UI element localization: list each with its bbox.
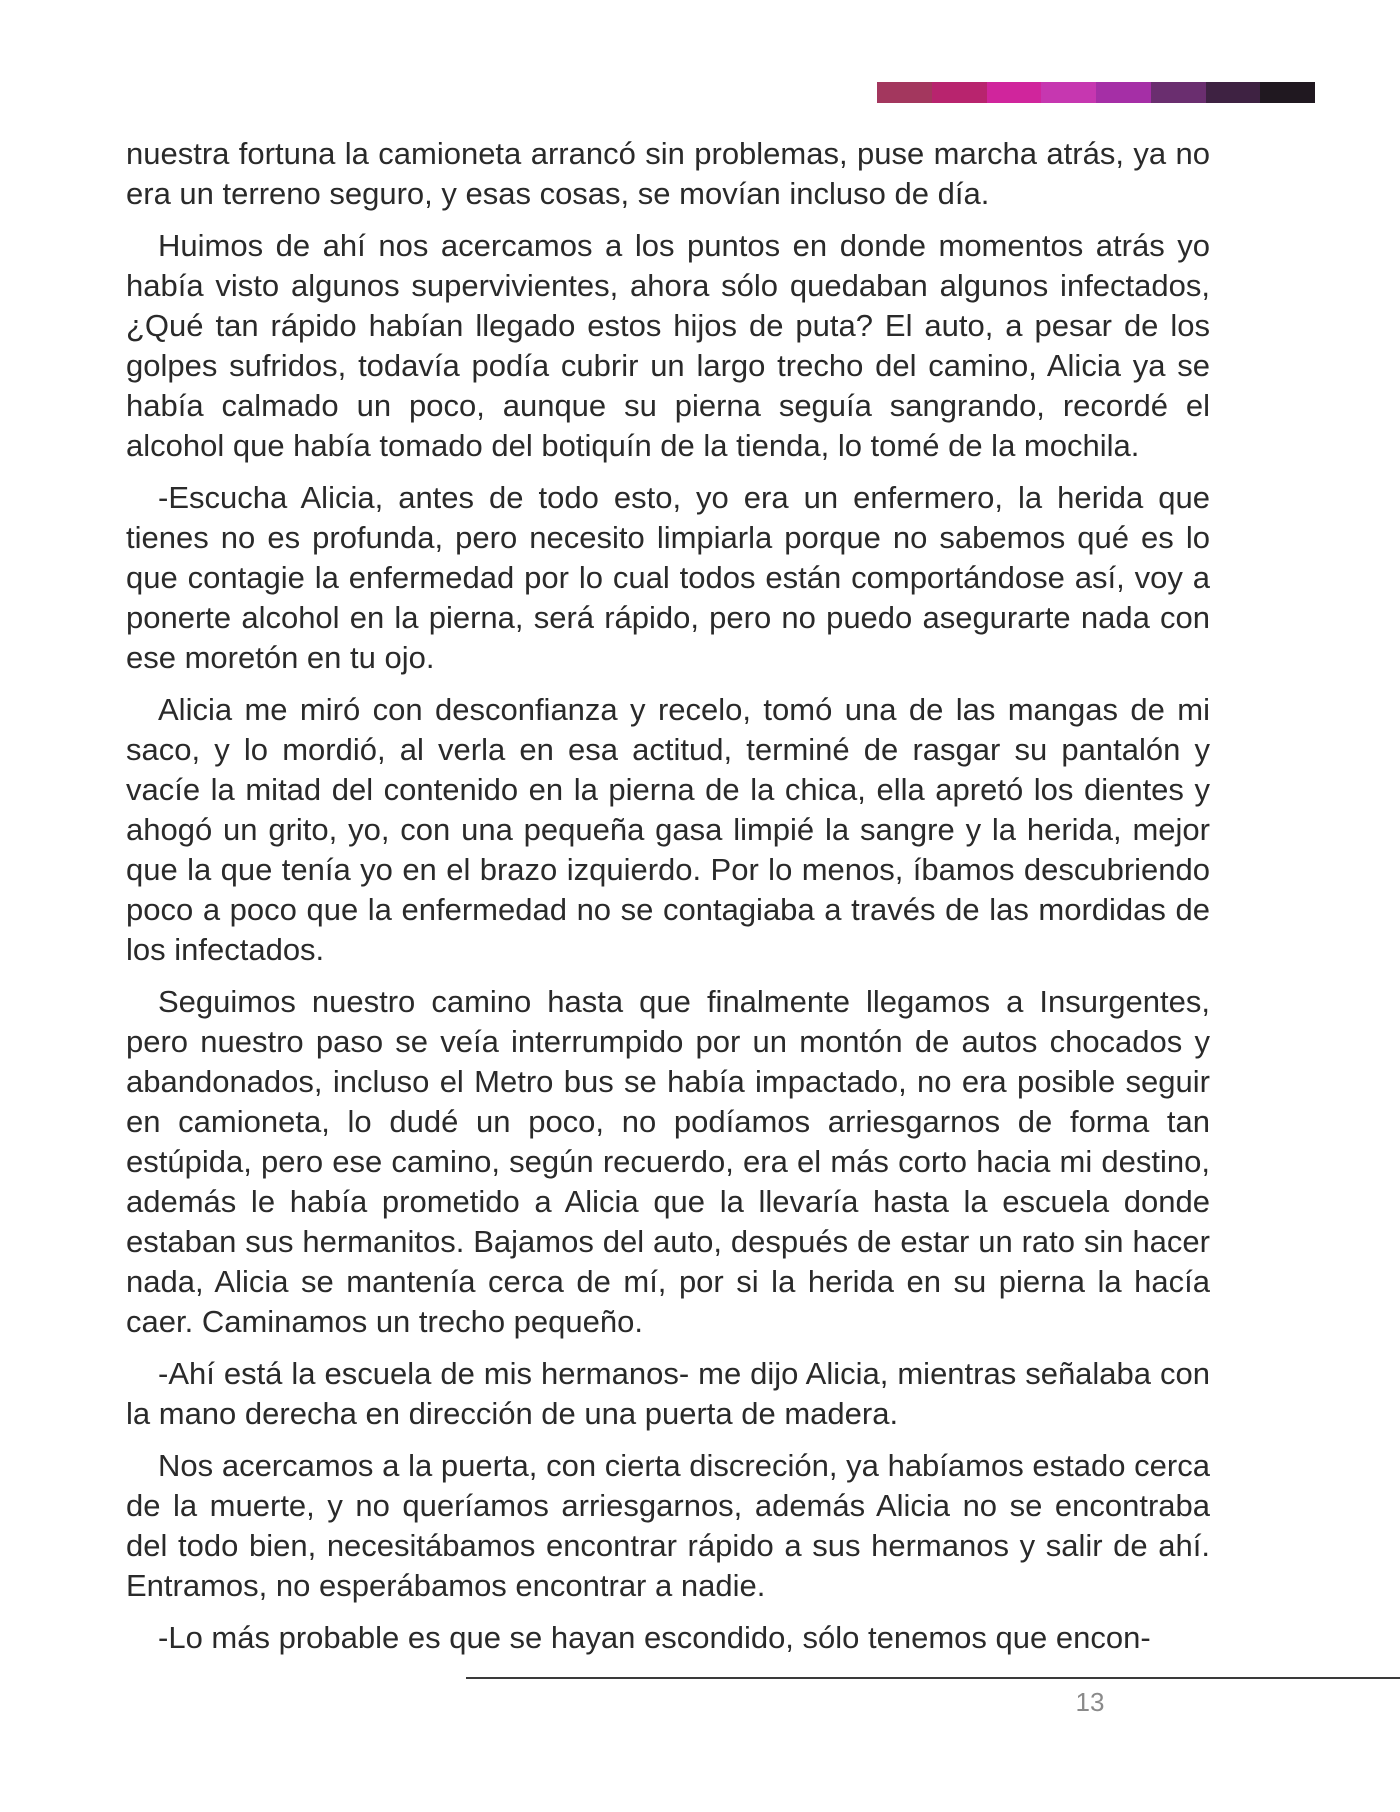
paragraph: Nos acercamos a la puerta, con cierta discreción, ya habíamos estado cerca de la muerte, y no queríamos arriesgarnos, además Alicia no se encontraba del todo bien, necesitábamos encontrar rápido a sus hermanos y salir de ahí. Entramos, no esperábamos encontrar a nadie. [126,1448,1210,1603]
paragraph: Alicia me miró con desconfianza y recelo, tomó una de las mangas de mi saco, y lo mordió, al verla en esa actitud, terminé de rasgar su pantalón y vacíe la mitad del contenido en la pierna de la chica, ella apretó los dientes y ahogó un grito, yo, con una pequeña gasa limpié la sangre y la herida, mejor que la que tenía yo en el brazo izquierdo. Por lo menos, íbamos descubriendo poco a poco que la enfermedad no se contagiaba a través de las mordidas de los infectados. [126,692,1210,967]
color-bar-segment [1151,82,1206,103]
paragraph: -Escucha Alicia, antes de todo esto, yo era un enfermero, la herida que tienes no es profunda, pero necesito limpiarla porque no sabemos qué es lo que contagie la enfermedad por lo cual todos están comportándose así, voy a ponerte alcohol en la pierna, será rápido, pero no puedo asegurarte nada con ese moretón en tu ojo. [126,480,1210,675]
paragraph: nuestra fortuna la camioneta arrancó sin problemas, puse marcha atrás, ya no era un terreno seguro, y esas cosas, se movían incluso de día. [126,136,1210,211]
color-bar-segment [932,82,987,103]
color-bar-segment [1041,82,1096,103]
color-bar-segment [1096,82,1151,103]
color-bar-segment [1260,82,1315,103]
footer-rule [466,1677,1400,1679]
header-color-bar [877,82,1315,103]
paragraph: -Lo más probable es que se hayan escondido, sólo tenemos que encon- [158,1620,1151,1655]
paragraph: -Ahí está la escuela de mis hermanos- me dijo Alicia, mientras señalaba con la mano derecha en dirección de una puerta de madera. [126,1356,1210,1431]
page-number: 13 [1075,1687,1105,1717]
color-bar-segment [1206,82,1261,103]
paragraph: Seguimos nuestro camino hasta que finalmente llegamos a Insurgentes, pero nuestro paso se veía interrumpido por un montón de autos chocados y abandonados, incluso el Metro bus se había impactado, no era posible seguir en camioneta, lo dudé un poco, no podíamos arriesgarnos de forma tan estúpida, pero ese camino, según recuerdo, era el más corto hacia mi destino, además le había prometido a Alicia que la llevaría hasta la escuela donde estaban sus hermanitos. Bajamos del auto, después de estar un rato sin hacer nada, Alicia se mantenía cerca de mí, por si la herida en su pierna la hacía caer. Caminamos un trecho pequeño. [126,984,1210,1339]
color-bar-segment [877,82,932,103]
color-bar-segment [987,82,1042,103]
paragraph: Huimos de ahí nos acercamos a los puntos en donde momentos atrás yo había visto algunos supervivientes, ahora sólo quedaban algunos infectados, ¿Qué tan rápido habían llegado estos hijos de puta? El auto, a pesar de los golpes sufridos, todavía podía cubrir un largo trecho del camino, Alicia ya se había calmado un poco, aunque su pierna seguía sangrando, recordé el alcohol que había tomado del botiquín de la tienda, lo tomé de la mochila. [126,228,1210,463]
body-text [126,134,1210,1670]
